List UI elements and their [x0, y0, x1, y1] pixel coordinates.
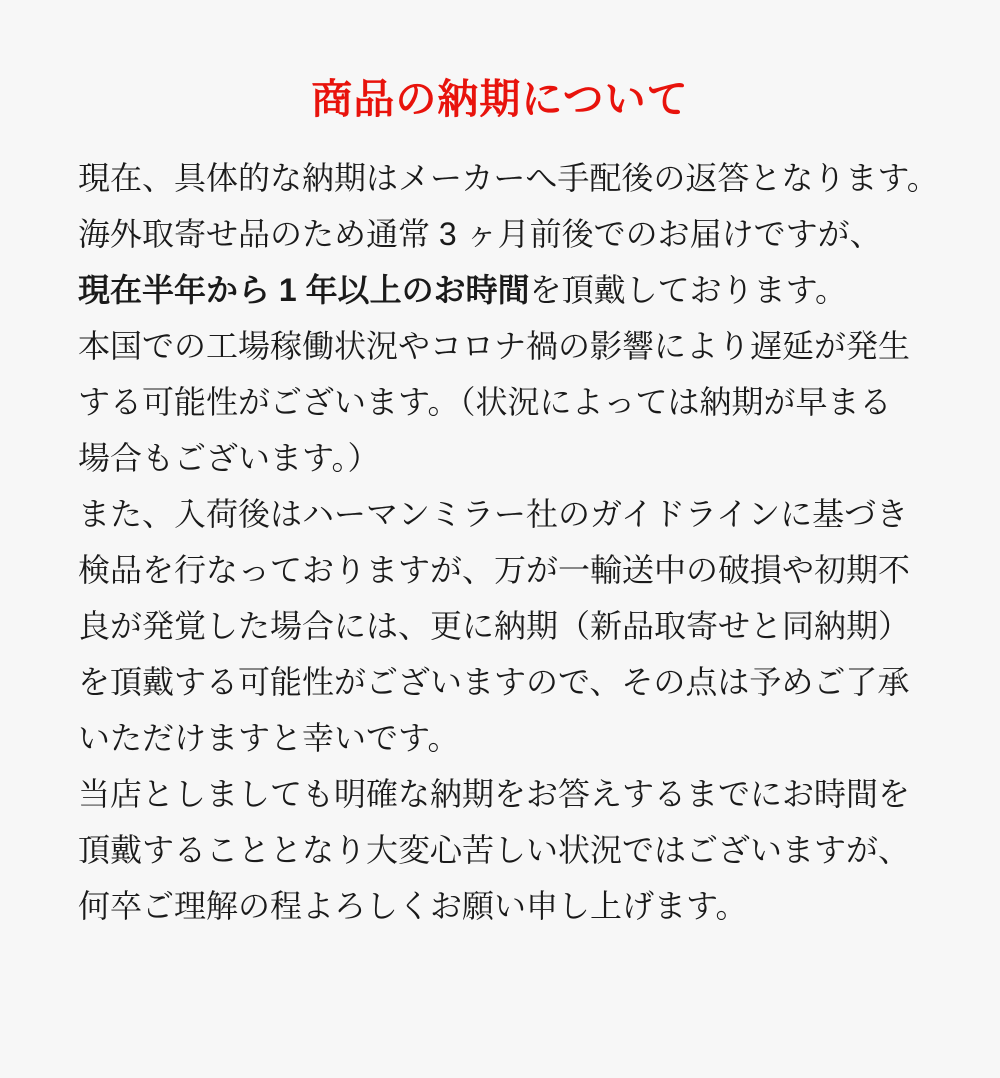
notice-line — [78, 206, 930, 262]
notice-text: いただけますと幸いです。 — [78, 720, 460, 756]
notice-text: 頂戴することとなり大変心苦しい状況ではございますが、 — [78, 832, 911, 868]
notice-line — [78, 262, 930, 318]
notice-line — [78, 150, 939, 206]
notice-line — [78, 430, 930, 486]
notice-text: を頂戴しております。 — [529, 272, 848, 308]
notice-text: 現在、具体的な納期はメーカーへ手配後の返答となります。 — [78, 160, 939, 196]
notice-line — [78, 542, 930, 598]
notice-text: を頂戴する可能性がございますので、その点は予めご了承 — [78, 664, 910, 700]
notice-line — [78, 822, 930, 878]
notice-text: 当店としましても明確な納期をお答えするまでにお時間を — [78, 776, 911, 812]
notice-body — [78, 150, 939, 934]
notice-line — [78, 710, 930, 766]
notice-line — [78, 654, 930, 710]
notice-text: また、入荷後はハーマンミラー社のガイドラインに基づき — [78, 496, 909, 532]
notice-text: 良が発覚した場合には、更に納期（新品取寄せと同納期） — [78, 608, 911, 644]
notice-line — [78, 598, 930, 654]
notice-text: 本国での工場稼働状況やコロナ禍の影響により遅延が発生 — [78, 328, 911, 364]
notice-text: 検品を行なっておりますが、万が一輸送中の破損や初期不 — [78, 552, 911, 588]
notice-text: する可能性がございます。（状況によっては納期が早まる — [78, 384, 892, 420]
delivery-notice-page — [0, 78, 1000, 1078]
notice-text-emphasis: 現在半年から 1 年以上のお時間 — [78, 272, 530, 308]
notice-text: 場合もございます。） — [78, 440, 380, 476]
notice-line — [78, 766, 930, 822]
notice-line — [78, 486, 930, 542]
notice-line — [78, 318, 930, 374]
notice-text: 海外取寄せ品のため通常 3 ヶ月前後でのお届けですが、 — [78, 216, 882, 252]
notice-line — [78, 374, 930, 430]
notice-text: 何卒ご理解の程よろしくお願い申し上げます。 — [78, 888, 748, 924]
page-title: 商品の納期について — [311, 76, 689, 122]
notice-line — [78, 878, 930, 934]
